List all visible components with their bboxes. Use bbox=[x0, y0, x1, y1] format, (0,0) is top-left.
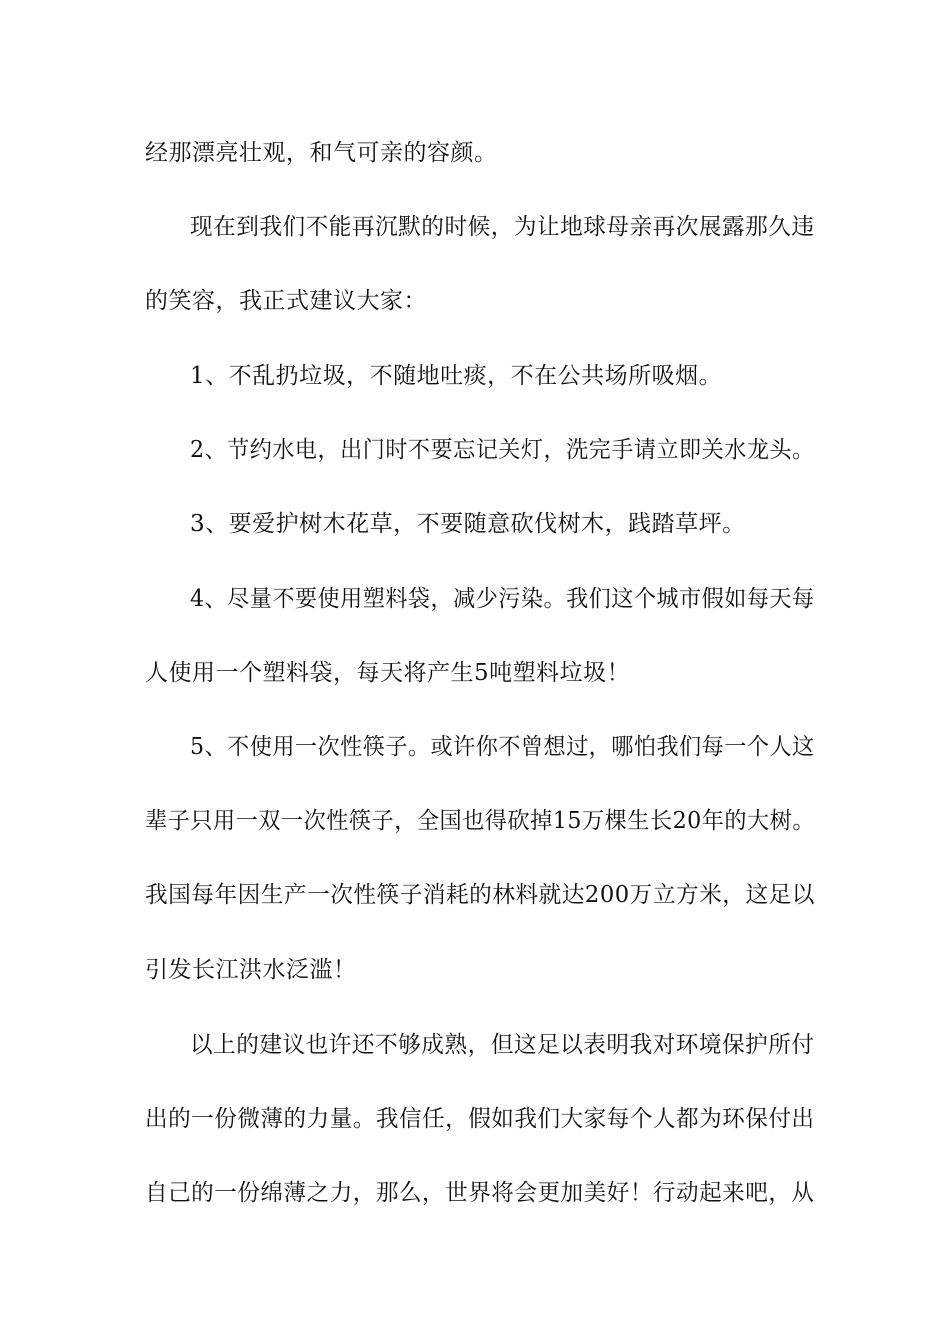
list-item-4: 4、尽量不要使用塑料袋，减少污染。我们这个城市假如每天每 bbox=[190, 586, 815, 612]
text-line: 经那漂亮壮观，和气可亲的容颜。 bbox=[145, 140, 498, 166]
text-line: 出的一份微薄的力量。我信任，假如我们大家每个人都为环保付出 bbox=[145, 1106, 815, 1132]
list-item-2: 2、节约水电，出门时不要忘记关灯，洗完手请立即关水龙头。 bbox=[190, 437, 815, 463]
list-item-5: 5、不使用一次性筷子。或许你不曾想过，哪怕我们每一个人这 bbox=[190, 734, 815, 760]
list-item-3: 3、要爱护树木花草，不要随意砍伐树木，践踏草坪。 bbox=[190, 511, 746, 537]
text-line: 自己的一份绵薄之力，那么，世界将会更加美好！行动起来吧，从 bbox=[145, 1180, 815, 1206]
text-line: 引发长江洪水泛滥！ bbox=[145, 957, 357, 983]
paragraph-line: 现在到我们不能再沉默的时候，为让地球母亲再次展露那久违 bbox=[190, 214, 815, 240]
text-line: 辈子只用一双一次性筷子，全国也得砍掉15万棵生长20年的大树。 bbox=[145, 808, 816, 834]
text-line: 人使用一个塑料袋，每天将产生5吨塑料垃圾！ bbox=[145, 660, 631, 686]
text-line: 的笑容，我正式建议大家： bbox=[145, 288, 427, 314]
paragraph-line: 以上的建议也许还不够成熟，但这足以表明我对环境保护所付 bbox=[190, 1032, 815, 1058]
list-item-1: 1、不乱扔垃圾，不随地吐痰，不在公共场所吸烟。 bbox=[190, 363, 723, 389]
text-line: 我国每年因生产一次性筷子消耗的林料就达200万立方米，这足以 bbox=[145, 882, 815, 908]
